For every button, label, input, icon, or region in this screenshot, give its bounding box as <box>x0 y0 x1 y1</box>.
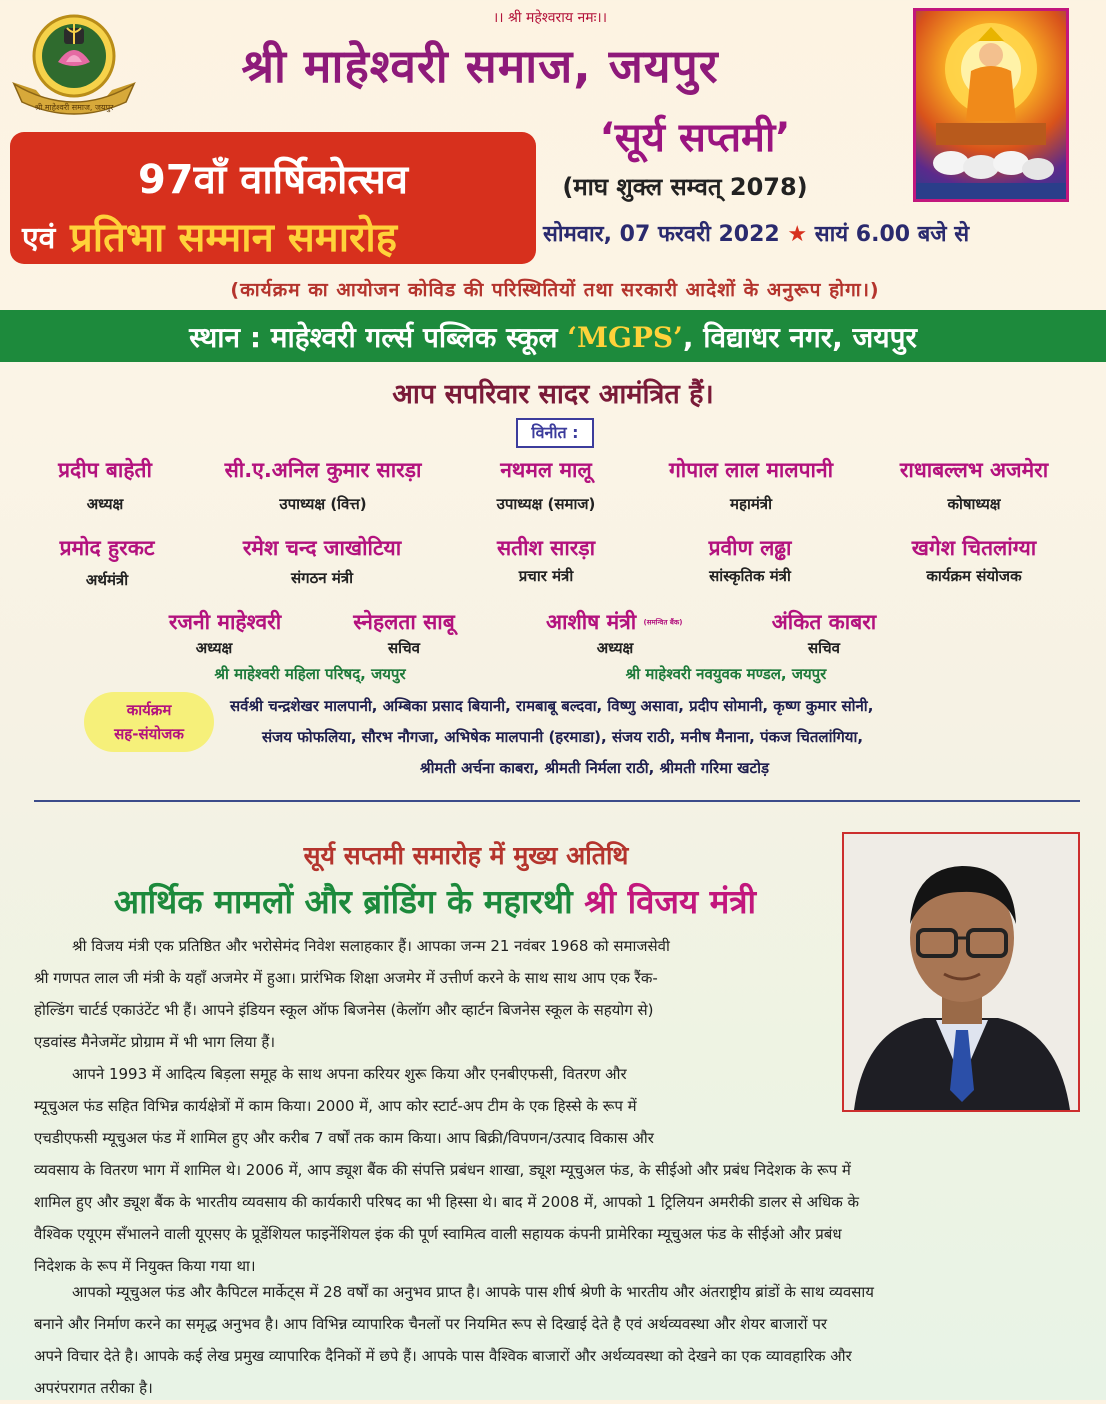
bio-line: आपने 1993 में आदित्य बिड़ला समूह के साथ अपना करियर शुरू किया और एनबीएफसी, वितरण और <box>72 1065 627 1083</box>
invocation: ।। श्री महेश्वराय नमः।। <box>492 10 608 26</box>
invitation-line: आप सपरिवार सादर आमंत्रित हैं। <box>392 379 714 410</box>
bio-line: म्यूचुअल फंड सहित विभिन्न कार्यक्षेत्रों में काम किया। 2000 में, आप कोर स्टार्ट-अप टीम के एक हिस्से के रूप में <box>34 1097 637 1115</box>
bio-line: बनाने और निर्माण करने का समृद्ध अनुभव है। आप विभिन्न व्यापारिक चैनलों पर नियमित रूप से दिखाई देते है एवं अर्थव्यवस्था और शेयर बाजारों पर <box>34 1315 827 1333</box>
vineet-label: विनीत : <box>516 418 594 448</box>
officer-name <box>546 608 682 636</box>
officer-role: उपाध्यक्ष (समाज) <box>496 495 596 513</box>
venue-mgps: ‘MGPS’ <box>567 321 683 354</box>
date-time-line <box>543 218 1063 248</box>
bio-line: अपने विचार देते है। आपके कई लेख प्रमुख व्यापारिक दैनिकों में छपे हैं। आपके पास वैश्विक बाजारों और अर्थव्यवस्था को देखने का एक व्यावहारिक और <box>34 1347 852 1365</box>
venue-line <box>0 318 1106 356</box>
officer-name: अंकित काबरा <box>771 610 877 634</box>
chief-guest-name: श्री विजय मंत्री <box>584 882 757 921</box>
officer-role: सांस्कृतिक मंत्री <box>709 567 791 585</box>
bio-line: वैश्विक एयूएम सँभालने वाली यूएसए के प्रूडेंशियल फाइनेंशियल इंक की पूर्ण स्वामित्व वाली सहायक कंपनी प्रामेरिका म्यूचुअल फंड के सीईओ और प्रबंध <box>34 1225 842 1243</box>
bio-line: आपको म्यूचुअल फंड और कैपिटल मार्केट्स में 28 वर्षों का अनुभव प्राप्त है। आपके पास शीर्ष श्रेणी के भारतीय और अंतराष्ट्रीय ब्रांडों के साथ व्यवसाय <box>72 1283 874 1301</box>
society-title: श्री माहेश्वरी समाज, जयपुर <box>241 39 719 93</box>
bio-paragraph-3 <box>34 1276 1084 1404</box>
officer-name: प्रदीप बाहेती <box>58 458 152 482</box>
event-date: सोमवार, 07 फरवरी 2022 <box>543 222 780 247</box>
bio-paragraph-2 <box>34 1058 1084 1282</box>
officer-name: प्रमोद हुरकट <box>59 536 155 560</box>
officer-name: रमेश चन्द जाखोटिया <box>242 536 402 560</box>
bio-line: अपरंपरागत तरीका है। <box>34 1379 153 1397</box>
officer-role: अध्यक्ष <box>596 639 634 657</box>
bio-line: एडवांस्ड मैनेजमेंट प्रोग्राम में भी भाग लिया हैं। <box>34 1033 276 1051</box>
officer-role: अध्यक्ष <box>195 639 233 657</box>
bio-line: शामिल हुए और ड्यूश बैंक के भारतीय व्यवसाय की कार्यकारी परिषद का भी हिस्सा थे। बाद में 2008 में, आपको 1 ट्रिलियन अमरीकी डालर से अधिक के <box>34 1193 860 1211</box>
officer-name: रजनी माहेश्वरी <box>168 610 282 634</box>
venue-place: , विद्याधर नगर, जयपुर <box>682 321 917 354</box>
officer-role: सचिव <box>388 639 420 657</box>
society-logo <box>6 8 142 116</box>
officer-role: सचिव <box>808 639 840 657</box>
officer-name: गोपाल लाल मालपानी <box>668 458 834 482</box>
officer-name: नथमल मालू <box>500 458 592 482</box>
bio-line: एचडीएफसी म्यूचुअल फंड में शामिल हुए और करीब 7 वर्षों तक काम किया। आप बिक्री/विपणन/उत्पाद विकास और <box>34 1129 654 1147</box>
org-navyuvak-mandal: श्री माहेश्वरी नवयुवक मण्डल, जयपुर <box>625 665 827 683</box>
officer-name: स्नेहलता साबू <box>353 610 455 634</box>
star-icon: ★ <box>787 222 815 247</box>
officer-role: महामंत्री <box>730 495 772 513</box>
pratibha-title: प्रतिभा सम्मान समारोह <box>70 215 398 261</box>
org-mahila-parishad: श्री माहेश्वरी महिला परिषद्, जयपुर <box>214 665 406 683</box>
officer-name: सतीश सारड़ा <box>496 536 596 560</box>
anniversary-title: 97वाँ वार्षिकोत्सव <box>137 157 409 203</box>
officer-name: प्रवीण लढ्ढा <box>708 536 792 560</box>
co-convenor-line: श्रीमती अर्चना काबरा, श्रीमती निर्मला राठी, श्रीमती गरिमा खटोड़ <box>420 759 770 777</box>
officer-role: कार्यक्रम संयोजक <box>926 567 1022 585</box>
officer-role: प्रचार मंत्री <box>518 567 574 585</box>
logo-text: श्री माहेश्वरी समाज, जयपुर <box>34 103 114 112</box>
evam-text: एवं <box>22 221 56 256</box>
co-convenor-line: सर्वश्री चन्द्रशेखर मालपानी, अम्बिका प्रसाद बियानी, रामबाबू बल्दवा, विष्णु असावा, प्रदीप सोमानी, कृष्ण कुमार सोनी, <box>230 697 874 715</box>
chief-guest-heading: सूर्य सप्तमी समारोह में मुख्य अतिथि <box>303 841 629 870</box>
co-convenor-line: संजय फोफलिया, सौरभ नौगजा, अभिषेक मालपानी (हरमाडा), संजय राठी, मनीष मैनाना, पंकज चितलांगिया, <box>262 728 864 746</box>
festival-title: ‘सूर्य सप्तमी’ <box>599 115 791 161</box>
chief-guest-descriptor: आर्थिक मामलों और ब्रांडिंग के महारथी <box>113 882 573 921</box>
officer-role: संगठन मंत्री <box>291 569 353 587</box>
event-time: सायं 6.00 बजे से <box>814 222 970 247</box>
covid-note: (कार्यक्रम का आयोजन कोविड की परिस्थितियों तथा सरकारी आदेशों के अनुरूप होगा।) <box>230 279 880 301</box>
officer-role: अध्यक्ष <box>86 495 124 513</box>
officer-name: सी.ए.अनिल कुमार सारड़ा <box>224 458 422 482</box>
co-convenor-label-1: कार्यक्रम <box>126 701 172 719</box>
officer-role: कोषाध्यक्ष <box>947 495 1001 513</box>
bio-line: निदेशक के रूप में नियुक्त किया गया था। <box>34 1257 256 1275</box>
officer-name-suffix: (समन्वित बैंक) <box>643 618 683 627</box>
surya-deity-image <box>913 8 1069 202</box>
chief-guest-title <box>40 878 830 923</box>
officer-name: खगेश चितलांग्या <box>911 536 1037 560</box>
bio-line: श्री गणपत लाल जी मंत्री के यहाँ अजमेर में हुआ। प्रारंभिक शिक्षा अजमेर में उत्तीर्ण करने के साथ साथ आप एक रैंक- <box>34 969 658 987</box>
samvat-date: (माघ शुक्ल सम्वत् 2078) <box>562 173 808 201</box>
venue-label: स्थान : माहेश्वरी गर्ल्स पब्लिक स्कूल <box>189 321 558 354</box>
co-convenor-label-2: सह-संयोजक <box>114 725 184 743</box>
bio-line: श्री विजय मंत्री एक प्रतिष्ठित और भरोसेमंद निवेश सलाहकार हैं। आपका जन्म 21 नवंबर 1968 को समाजसेवी <box>72 937 670 955</box>
bio-line: व्यवसाय के वितरण भाग में शामिल थे। 2006 में, आप ड्यूश बैंक की संपत्ति प्रबंधन शाखा, ड्यूश म्यूचुअल फंड, के सीईओ और प्रबंध निदेशक के रूप में <box>34 1161 851 1179</box>
bio-paragraph-1 <box>34 930 834 1058</box>
co-convenor-badge <box>84 692 214 752</box>
bio-line: होल्डिंग चार्टर्ड एकाउंटेंट भी हैं। आपने इंडियन स्कूल ऑफ बिजनेस (केलॉग और व्हार्टन बिजनेस स्कूल के सहयोग से) <box>34 1001 654 1019</box>
officer-name-text: आशीष मंत्री <box>546 610 637 634</box>
section-divider <box>34 800 1080 802</box>
officer-role: अर्थमंत्री <box>85 571 129 589</box>
officer-role: उपाध्यक्ष (वित्त) <box>279 495 367 513</box>
officer-name: राधाबल्लभ अजमेरा <box>899 458 1049 482</box>
